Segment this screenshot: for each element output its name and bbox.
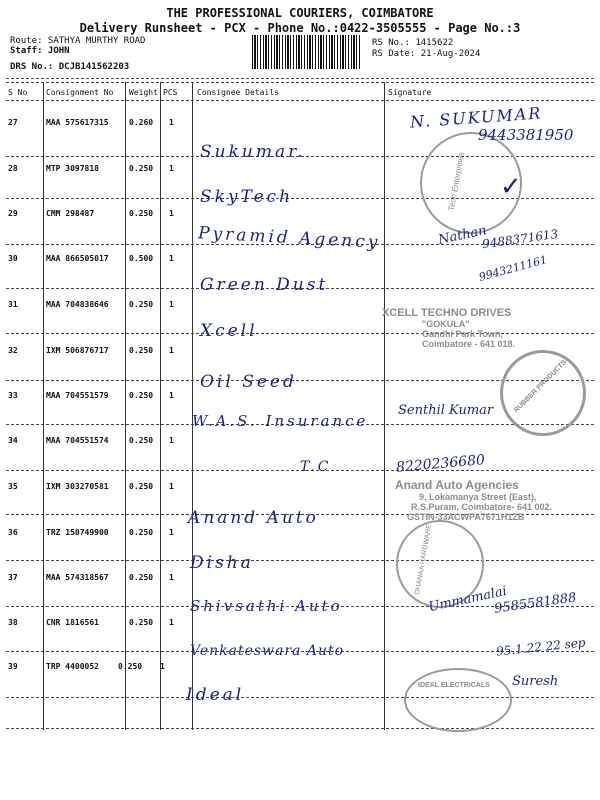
row-weight: 0.250	[118, 662, 143, 671]
row-consignment: MAA 866505017	[46, 254, 109, 263]
rubber-seal	[500, 350, 586, 436]
row-pcs: 1	[169, 391, 174, 400]
row-sno: 33	[8, 391, 18, 400]
row-sno: 35	[8, 482, 18, 491]
row-consignment: IXM 506876717	[46, 346, 109, 355]
signature: 9585581888	[493, 590, 578, 617]
anand-address: 9, Lokamanya Street (East),	[419, 492, 537, 502]
signature-scribble: ✓	[500, 172, 522, 202]
anand-gst: GSTIN-33ACWPA7671H1ZB	[407, 512, 525, 522]
row-consignment: TRZ 150749900	[46, 528, 109, 537]
row-sno: 29	[8, 209, 18, 218]
row-weight: 0.250	[129, 528, 154, 537]
row-pcs: 1	[169, 573, 174, 582]
row-pcs: 1	[169, 209, 174, 218]
row-pcs: 1	[169, 254, 174, 263]
row-weight: 0.250	[129, 573, 154, 582]
row-consignment: MAA 575617315	[46, 118, 109, 127]
column-line	[192, 82, 193, 730]
row-consignment: MAA 574318567	[46, 573, 109, 582]
row-sno: 38	[8, 618, 18, 627]
consignee-name: Shivsathi Auto	[190, 597, 343, 615]
col-consignment: Consignment No	[46, 88, 114, 97]
route-label: Route: SATHYA MURTHY ROAD	[10, 36, 146, 46]
barcode-icon	[252, 35, 362, 69]
xcell-address: "GOKULA"	[422, 319, 470, 329]
column-line	[384, 82, 385, 730]
row-weight: 0.250	[129, 391, 154, 400]
column-line	[160, 82, 161, 730]
row-weight: 0.250	[129, 618, 154, 627]
col-weight: Weight	[129, 88, 158, 97]
signature: 9443381950	[478, 126, 574, 144]
row-weight: 0.500	[129, 254, 154, 263]
col-sno: S No	[8, 88, 28, 97]
row-pcs: 1	[169, 164, 174, 173]
ideal-seal	[404, 668, 512, 732]
row-sno: 30	[8, 254, 18, 263]
consignee-name: Xcell	[200, 321, 258, 341]
signature: Suresh	[512, 674, 559, 689]
column-line	[43, 82, 44, 730]
row-consignment: CNR 1816561	[46, 618, 99, 627]
drs-number: DRS No.: DCJB141562203	[10, 62, 130, 72]
divider	[6, 82, 594, 83]
row-weight: 0.250	[129, 209, 154, 218]
row-consignment: MAA 704551574	[46, 436, 109, 445]
row-consignment: MAA 704551579	[46, 391, 109, 400]
row-sno: 37	[8, 573, 18, 582]
seal-text: RUBBER PRODUCTS	[512, 358, 569, 415]
row-pcs: 1	[169, 118, 174, 127]
row-weight: 0.250	[129, 482, 154, 491]
signature: 9488371613	[481, 226, 559, 252]
consignee-name: Sukumar.	[200, 142, 306, 162]
signature: Senthil Kumar	[398, 403, 494, 418]
row-sno: 36	[8, 528, 18, 537]
staff-label: Staff: JOHN	[10, 46, 70, 56]
anand-stamp	[395, 478, 552, 522]
col-pcs: PCS	[163, 88, 178, 97]
row-sno: 32	[8, 346, 18, 355]
consignee-name: Pyramid Agency	[197, 223, 381, 253]
row-consignment: CMM 298487	[46, 209, 95, 218]
consignee-name: Oil Seed	[200, 372, 297, 392]
row-pcs: 1	[169, 618, 174, 627]
consignee-name: SkyTech	[200, 187, 294, 207]
row-weight: 0.250	[129, 164, 154, 173]
consignee-name: Disha	[190, 553, 254, 573]
consignee-name: Venkateswara Auto	[190, 643, 345, 659]
signature: N. SUKUMAR	[409, 103, 543, 132]
divider	[6, 100, 594, 101]
xcell-address: Gandhi Park Town,	[422, 329, 503, 339]
xcell-name: XCELL TECHNO DRIVES	[382, 307, 512, 319]
column-line	[125, 82, 126, 730]
consignee-name: T.C	[300, 459, 332, 475]
divider	[6, 78, 594, 79]
consignee-name: Ideal	[186, 685, 245, 705]
row-weight: 0.250	[129, 346, 154, 355]
row-sno: 31	[8, 300, 18, 309]
row-pcs: 1	[169, 346, 174, 355]
signature: 95.1.22 22 sep	[495, 635, 587, 659]
row-sno: 27	[8, 118, 18, 127]
rs-number: RS No.: 1415622	[372, 38, 454, 48]
xcell-stamp	[382, 307, 515, 349]
row-sno: 28	[8, 164, 18, 173]
signature: 8220236680	[395, 452, 486, 476]
seal-text: DHANAA HARDWARE	[414, 523, 434, 596]
row-weight: 0.250	[129, 436, 154, 445]
row-consignment: MAA 704838646	[46, 300, 109, 309]
consignee-name: Anand Auto	[188, 508, 319, 528]
row-weight: 0.260	[129, 118, 154, 127]
row-consignment: TRP 4400052	[46, 662, 99, 671]
row-weight: 0.250	[129, 300, 154, 309]
row-consignment: IXM 303270581	[46, 482, 109, 491]
consignee-name: W.A.S. Insurance	[192, 412, 369, 430]
row-consignment: MTP 3097818	[46, 164, 99, 173]
signature: 9943211161	[477, 253, 549, 284]
row-divider	[6, 560, 594, 561]
row-pcs: 1	[169, 436, 174, 445]
table-bottom-line	[6, 728, 594, 729]
anand-address: R.S.Puram, Coimbatore- 641 002.	[411, 502, 553, 512]
row-pcs: 1	[160, 662, 165, 671]
row-sno: 39	[8, 662, 18, 671]
rs-date: RS Date: 21-Aug-2024	[372, 49, 481, 59]
col-consignee: Consignee Details	[197, 88, 279, 97]
col-signature: Signature	[388, 88, 432, 97]
signature: Ummamalai	[427, 583, 509, 616]
seal-text: IDEAL ELECTRICALS	[418, 682, 490, 689]
consignee-name: Green Dust	[200, 275, 329, 295]
row-sno: 34	[8, 436, 18, 445]
company-title: THE PROFESSIONAL COURIERS, COIMBATORE	[166, 6, 434, 20]
seal-text: Tech Enterprises	[446, 151, 466, 212]
xcell-address: Coimbatore - 641 018.	[422, 339, 516, 349]
row-pcs: 1	[169, 300, 174, 309]
anand-name: Anand Auto Agencies	[395, 478, 519, 492]
runsheet-title: Delivery Runsheet - PCX - Phone No.:0422-3505555 - Page No.:3	[79, 21, 521, 35]
signature: Nathan	[436, 223, 488, 248]
row-pcs: 1	[169, 482, 174, 491]
row-pcs: 1	[169, 528, 174, 537]
